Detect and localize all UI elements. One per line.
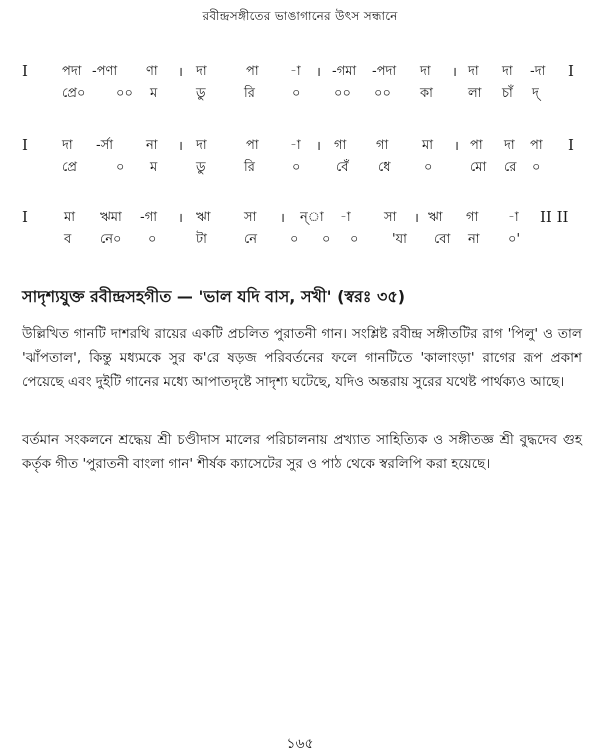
lyric-syllable: ০০ — [334, 86, 351, 101]
paragraph-1: উল্লিখিত গানটি দাশরথি রায়ের একটি প্রচলিত পুরাতনী গান। সংশ্লিষ্ট রবীন্দ্র সঙ্গীতটির রাগ 'পিলু' ও তাল 'ঝাঁপতাল', কিন্তু মধ্যমকে সুর ক'রে ষড়জ পরিবর্তনের ফলে গানটিতে 'কালাংড়া' রাগের রূপ প্রকাশ পেয়েছে এবং দুইটি গানের মধ্যে আপাতদৃষ্টে সাদৃশ্য ঘটেছে, যদিও অন্তরায় সুরের যথেষ্ট পার্থক্যও আছে। — [22, 326, 582, 390]
swara-note: -পণা — [92, 64, 118, 79]
notation-block-2 — [0, 136, 600, 180]
lyric-row — [0, 158, 600, 180]
lyric-syllable: ধে — [378, 160, 391, 175]
swara-note: -দা — [530, 64, 546, 79]
paragraph-2: বর্তমান সংকলনে শ্রদ্ধেয় শ্রী চণ্ডীদাস মালের পরিচালনায় প্রখ্যাত সাহিত্যিক ও সঙ্গীতজ্ঞ শ্রী বুদ্ধদেব গুহ কর্তৃক গীত 'পুরাতনী বাংলা গান' শীর্ষক ক্যাসেটের সুর ও পাঠ থেকে স্বরলিপি করা হয়েছে। — [22, 432, 582, 472]
lyric-syllable: ০ — [322, 232, 331, 247]
bar-start: I — [22, 62, 28, 80]
lyric-syllable: রে — [504, 160, 517, 175]
swara-note: সা — [384, 210, 397, 225]
lyric-syllable: ০০ — [116, 86, 133, 101]
notation-block-3 — [0, 208, 600, 252]
lyric-row — [0, 230, 600, 252]
swara-note: গা — [376, 138, 389, 153]
lyric-syllable: দ্ — [532, 86, 539, 101]
lyric-syllable: প্রে — [62, 160, 77, 175]
lyric-row — [0, 84, 600, 106]
swara-note: দা — [502, 64, 513, 79]
swara-note: দা — [196, 138, 207, 153]
swara-note: -া — [290, 64, 301, 79]
lyric-syllable: প্রে০ — [62, 86, 86, 101]
lyric-syllable: রি — [244, 86, 255, 101]
running-header: রবীন্দ্রসঙ্গীতের ভাঙাগানের উৎস সন্ধানে — [202, 9, 398, 23]
swara-note: গা — [334, 138, 347, 153]
swara-note: দা — [420, 64, 431, 79]
lyric-syllable: ব — [64, 232, 72, 247]
lyric-syllable: ম — [150, 160, 158, 175]
lyric-syllable: রি — [244, 160, 255, 175]
bar-divider: । — [414, 211, 419, 226]
bar-divider: । — [178, 139, 183, 154]
lyric-syllable: লা — [468, 86, 482, 101]
swara-note: পা — [530, 138, 543, 153]
lyric-syllable: ০ — [116, 160, 125, 175]
lyric-syllable: ০' — [508, 232, 521, 247]
swara-note: দা — [468, 64, 479, 79]
lyric-syllable: ডু — [196, 160, 206, 175]
swara-note: সা — [244, 210, 257, 225]
lyric-syllable: 'যা — [392, 232, 407, 247]
bar-divider: । — [316, 139, 321, 154]
swara-note: দা — [62, 138, 73, 153]
swara-note: না — [146, 138, 158, 153]
page-number: ১৬৫ — [286, 736, 314, 752]
notation-block-1 — [0, 62, 600, 106]
lyric-syllable: ০ — [424, 160, 433, 175]
swara-note: -পদা — [372, 64, 397, 79]
swara-note: -া — [340, 210, 351, 225]
lyric-syllable: ০০ — [374, 86, 391, 101]
bar-divider: । — [454, 139, 459, 154]
lyric-syllable: নে০ — [100, 232, 122, 247]
section-heading: সাদৃশ্যযুক্ত রবীন্দ্রসহগীত — 'ভাল যদি বাস, সখী' (স্বরঃ ৩৫) — [22, 287, 406, 306]
lyric-syllable: ০ — [292, 160, 301, 175]
bar-start: I — [22, 208, 28, 226]
lyric-syllable: চাঁ — [502, 86, 513, 101]
lyric-syllable: ০ — [532, 160, 541, 175]
lyric-syllable: নে — [244, 232, 258, 247]
bar-end-double: II II — [540, 208, 569, 226]
bar-divider: । — [452, 65, 457, 80]
swara-note: ঋা — [428, 210, 443, 225]
lyric-syllable: টা — [196, 232, 207, 247]
swara-note: -র্সা — [96, 138, 114, 153]
lyric-syllable: কা — [420, 86, 433, 101]
swara-note: পা — [246, 138, 259, 153]
lyric-syllable: বো — [434, 232, 451, 247]
swara-row — [0, 62, 600, 84]
lyric-syllable: ০ — [148, 232, 157, 247]
bar-divider: । — [316, 65, 321, 80]
swara-note: মা — [422, 138, 433, 153]
swara-note: মা — [64, 210, 75, 225]
bar-start: I — [22, 136, 28, 154]
swara-note: পা — [246, 64, 259, 79]
swara-note: দা — [504, 138, 515, 153]
swara-note: পদা — [62, 64, 82, 79]
lyric-syllable: ম — [150, 86, 158, 101]
swara-note: ঋা — [196, 210, 211, 225]
lyric-syllable: ০ — [290, 232, 299, 247]
swara-note: -গমা — [332, 64, 357, 79]
swara-note: -া — [290, 138, 301, 153]
bar-divider: । — [178, 65, 183, 80]
swara-note: গা — [466, 210, 479, 225]
swara-note: -া — [508, 210, 519, 225]
lyric-syllable: ০ — [292, 86, 301, 101]
swara-note: দা — [196, 64, 207, 79]
swara-note: ন্া — [300, 210, 324, 225]
bar-end: I — [568, 136, 574, 154]
bar-end: I — [568, 62, 574, 80]
bar-divider: । — [178, 211, 183, 226]
swara-row — [0, 136, 600, 158]
lyric-syllable: ডু — [196, 86, 206, 101]
swara-note: পা — [470, 138, 483, 153]
lyric-syllable: মো — [470, 160, 487, 175]
swara-note: ঋমা — [100, 210, 122, 225]
swara-note: ণা — [146, 64, 158, 79]
lyric-syllable: না — [468, 232, 480, 247]
swara-row — [0, 208, 600, 230]
swara-note: -গা — [140, 210, 157, 225]
lyric-syllable: বেঁ — [336, 160, 349, 175]
bar-divider: । — [280, 211, 285, 226]
lyric-syllable: ০ — [350, 232, 359, 247]
